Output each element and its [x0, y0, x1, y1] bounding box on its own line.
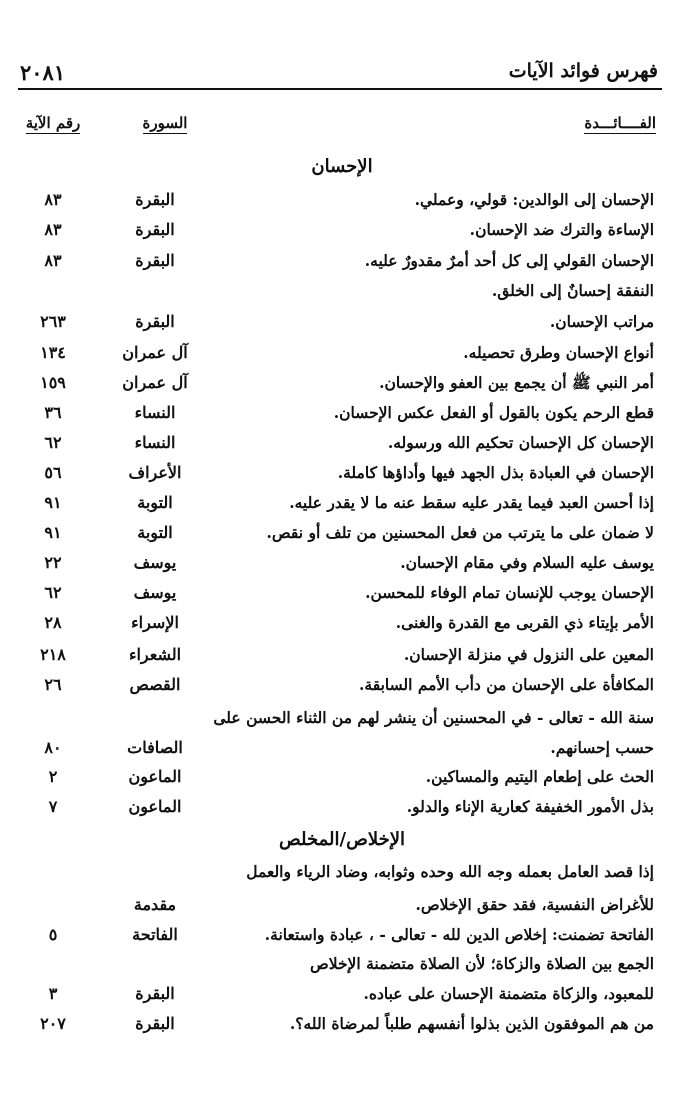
- surah-name: القصص: [129, 675, 181, 694]
- surah-name: البقرة: [135, 220, 175, 239]
- table-row: [0, 670, 684, 700]
- benefit-text: النفقة إحسانٌ إلى الخلق.: [491, 281, 654, 300]
- table-row: [0, 949, 684, 979]
- ayah-number: ٨٣: [44, 251, 62, 270]
- table-row: [0, 792, 684, 822]
- ayah-number: ٥٦: [44, 463, 62, 482]
- ayah-number: ٢٠٧: [40, 1014, 66, 1033]
- benefit-text: الإحسان القولي إلى كل أحد أمرٌ مقدورٌ عليه.: [364, 251, 654, 270]
- ayah-number: ٩١: [44, 493, 62, 512]
- ayah-number: ١٣٤: [40, 343, 66, 362]
- benefit-text: لا ضمان على ما يترتب من فعل المحسنين من تلف أو نقص.: [266, 523, 654, 542]
- benefit-text: أنواع الإحسان وطرق تحصيله.: [463, 343, 654, 362]
- surah-name: البقرة: [135, 190, 175, 209]
- running-head: [20, 60, 658, 88]
- benefit-text: يوسف عليه السلام وفي مقام الإحسان.: [400, 553, 654, 572]
- ayah-number: ٢٨: [44, 613, 62, 632]
- ayah-number: ٧: [48, 797, 58, 816]
- benefit-text: للأغراض النفسية، فقد حقق الإخلاص.: [415, 895, 654, 914]
- ayah-number: ٢٦: [44, 675, 62, 694]
- surah-name: آل عمران: [122, 343, 188, 362]
- surah-name: الصافات: [127, 738, 183, 757]
- benefit-text: أمر النبي ﷺ أن يجمع بين العفو والإحسان.: [379, 373, 654, 392]
- surah-name: الإسراء: [131, 613, 179, 632]
- benefit-text: الإحسان في العبادة بذل الجهد فيها وأداؤها كاملة.: [337, 463, 654, 482]
- benefit-text: الإساءة والترك ضد الإحسان.: [469, 220, 654, 239]
- ayah-number: ٢٢: [44, 553, 62, 572]
- ayah-number: ٨٠: [44, 738, 62, 757]
- running-title: فهرس فوائد الآيات: [508, 60, 658, 82]
- table-row: [0, 518, 684, 548]
- ayah-number: ١٥٩: [40, 373, 66, 392]
- surah-name: يوسف: [133, 553, 177, 572]
- benefit-text: إذا قصد العامل بعمله وجه الله وحده وثوابه، وضاد الرياء والعمل: [246, 862, 654, 881]
- table-row: [0, 458, 684, 488]
- surah-name: البقرة: [135, 1014, 175, 1033]
- table-row: [0, 703, 684, 733]
- ayah-number: ٣: [48, 984, 58, 1003]
- table-row: [0, 890, 684, 920]
- surah-name: النساء: [134, 433, 176, 452]
- table-row: [0, 215, 684, 245]
- surah-name: التوبة: [137, 523, 173, 542]
- table-row: [0, 578, 684, 608]
- benefit-text: الحث على إطعام اليتيم والمساكين.: [425, 767, 654, 786]
- table-row: [0, 185, 684, 215]
- ayah-number: ٢٦٣: [40, 312, 66, 331]
- surah-name: البقرة: [135, 312, 175, 331]
- surah-name: التوبة: [137, 493, 173, 512]
- table-row: [0, 733, 684, 763]
- benefit-text: المكافأة على الإحسان من دأب الأمم السابقة.: [359, 675, 654, 694]
- benefit-text: إذا أحسن العبد فيما يقدر عليه سقط عنه ما لا يقدر عليه.: [289, 493, 654, 512]
- table-row: [0, 246, 684, 276]
- surah-name: آل عمران: [122, 373, 188, 392]
- table-row: [0, 368, 684, 398]
- ayah-number: ٩١: [44, 523, 62, 542]
- ayah-number: ٨٣: [44, 190, 62, 209]
- table-row: [0, 608, 684, 638]
- surah-name: الماعون: [128, 767, 182, 786]
- ayah-number: ٣٦: [44, 403, 62, 422]
- benefit-text: حسب إحسانهم.: [550, 738, 654, 757]
- table-row: [0, 488, 684, 518]
- table-row: [0, 398, 684, 428]
- surah-name: مقدمة: [133, 895, 177, 914]
- surah-name: البقرة: [135, 251, 175, 270]
- benefit-text: الأمر بإيتاء ذي القربى مع القدرة والغنى.: [395, 613, 654, 632]
- table-row: [0, 857, 684, 887]
- benefit-text: مراتب الإحسان.: [549, 312, 654, 331]
- surah-name: يوسف: [133, 583, 177, 602]
- benefit-text: الإحسان إلى الوالدين: قولي، وعملي.: [414, 190, 654, 209]
- table-row: [0, 307, 684, 337]
- table-row: [0, 276, 684, 306]
- table-row: [0, 920, 684, 950]
- benefit-text: بذل الأمور الخفيفة كعارية الإناء والدلو.: [406, 797, 654, 816]
- section-title-ihsan: الإحسان: [311, 156, 373, 177]
- ayah-number: ٨٣: [44, 220, 62, 239]
- surah-name: النساء: [134, 403, 176, 422]
- table-row: [0, 548, 684, 578]
- table-row: [0, 428, 684, 458]
- header-rule: [18, 88, 662, 90]
- surah-name: الأعراف: [128, 463, 182, 482]
- benefit-text: الجمع بين الصلاة والزكاة؛ لأن الصلاة متضمنة الإخلاص: [309, 954, 654, 973]
- ayah-number: ٦٢: [44, 433, 62, 452]
- section-title-ikhlas: الإخلاص/المخلص: [279, 829, 405, 850]
- surah-name: الشعراء: [128, 645, 182, 664]
- column-header-benefit: الفــــائـــدة: [584, 114, 656, 132]
- table-row: [0, 762, 684, 792]
- table-row: [0, 640, 684, 670]
- ayah-number: ٦٢: [44, 583, 62, 602]
- benefit-text: للمعبود، والزكاة متضمنة الإحسان على عباده.: [363, 984, 654, 1003]
- table-row: [0, 979, 684, 1009]
- page-number: ٢٠٨١: [20, 60, 66, 85]
- surah-name: البقرة: [135, 984, 175, 1003]
- table-row: [0, 1009, 684, 1039]
- surah-name: الماعون: [128, 797, 182, 816]
- benefit-text: الإحسان يوجب للإنسان تمام الوفاء للمحسن.: [365, 583, 654, 602]
- benefit-text: الفاتحة تضمنت: إخلاص الدين لله - تعالى - ، عبادة واستعانة.: [264, 925, 654, 944]
- benefit-text: سنة الله - تعالى - في المحسنين أن ينشر لهم من الثناء الحسن على: [213, 708, 654, 727]
- ayah-number: ٢: [48, 767, 58, 786]
- table-row: [0, 338, 684, 368]
- benefit-text: قطع الرحم يكون بالقول أو الفعل عكس الإحسان.: [333, 403, 654, 422]
- column-header-surah: السورة: [142, 114, 188, 132]
- ayah-number: ٥: [48, 925, 58, 944]
- benefit-text: المعين على النزول في منزلة الإحسان.: [403, 645, 654, 664]
- surah-name: الفاتحة: [132, 925, 178, 944]
- benefit-text: الإحسان كل الإحسان تحكيم الله ورسوله.: [387, 433, 654, 452]
- ayah-number: ٢١٨: [40, 645, 66, 664]
- benefit-text: من هم الموفقون الذين بذلوا أنفسهم طلباً لمرضاة الله؟.: [289, 1014, 654, 1033]
- column-header-ayah: رقم الآية: [25, 114, 81, 132]
